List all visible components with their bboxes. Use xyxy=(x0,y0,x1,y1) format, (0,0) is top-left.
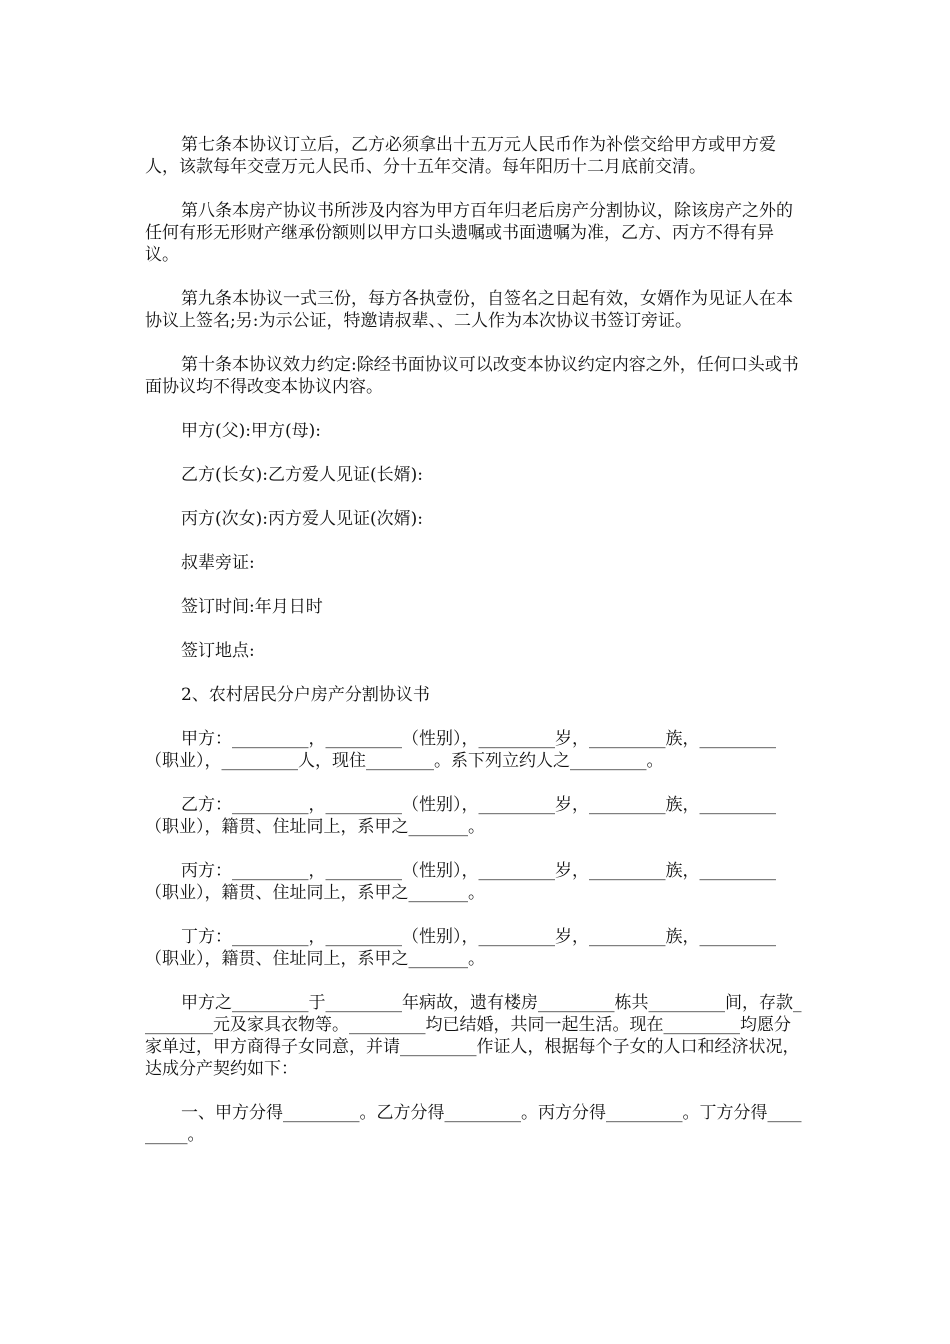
party-d-info: 丁方：_________，_________（性别），_________岁，_________族，_________（职业），籍贯、住址同上，系甲之_______。 xyxy=(145,927,776,969)
article-9-paragraph: 第九条本协议一式三份，每方各执壹份，自签名之日起有效，女婿作为见证人在本协议上签名;另:为示公证，特邀请叔辈、、二人作为本次协议书签订旁证。 xyxy=(145,289,793,331)
signature-party-c: 丙方(次女):丙方爱人见证(次婿): xyxy=(181,509,423,529)
background-paragraph: 甲方之_________于_________年病故，遗有楼房_________栋共_________间，存款_________元及家具衣物等。_________均已结婚，共同一起生活。现在_________均愿分家单过，甲方商得子女同意，并请_________作证人，根据每个子女的人口和经济状况，达成分产契约如下： xyxy=(145,993,802,1079)
section-heading: 2、农村居民分户房产分割协议书 xyxy=(181,685,430,705)
article-8-paragraph: 第八条本房产协议书所涉及内容为甲方百年归老后房产分割协议，除该房产之外的任何有形无形财产继承份额则以甲方口头遗嘱或书面遗嘱为准，乙方、丙方不得有异议。 xyxy=(145,201,793,265)
party-b-info: 乙方：_________，_________（性别），_________岁，_________族，_________（职业），籍贯、住址同上，系甲之_______。 xyxy=(145,795,776,837)
signing-place: 签订地点: xyxy=(181,641,255,661)
signing-time: 签订时间:年月日时 xyxy=(181,597,323,617)
party-a-info: 甲方：_________，_________（性别），_________岁，_________族，_________（职业），_________人，现住________。系下列立约人之_________。 xyxy=(145,729,776,771)
division-clause-1: 一、甲方分得_________。乙方分得_________。丙方分得_________。丁方分得_________。 xyxy=(145,1103,802,1145)
document-body xyxy=(145,134,805,1146)
article-7-paragraph: 第七条本协议订立后，乙方必须拿出十五万元人民币作为补偿交给甲方或甲方爱人，该款每年交壹万元人民币、分十五年交清。每年阳历十二月底前交清。 xyxy=(145,135,776,177)
signature-witness: 叔辈旁证: xyxy=(181,553,255,573)
signature-party-a: 甲方(父):甲方(母): xyxy=(181,421,321,441)
signature-party-b: 乙方(长女):乙方爱人见证(长婿): xyxy=(181,465,423,485)
article-10-paragraph: 第十条本协议效力约定:除经书面协议可以改变本协议约定内容之外，任何口头或书面协议均不得改变本协议内容。 xyxy=(145,355,799,397)
party-c-info: 丙方：_________，_________（性别），_________岁，_________族，_________（职业），籍贯、住址同上，系甲之_______。 xyxy=(145,861,776,903)
